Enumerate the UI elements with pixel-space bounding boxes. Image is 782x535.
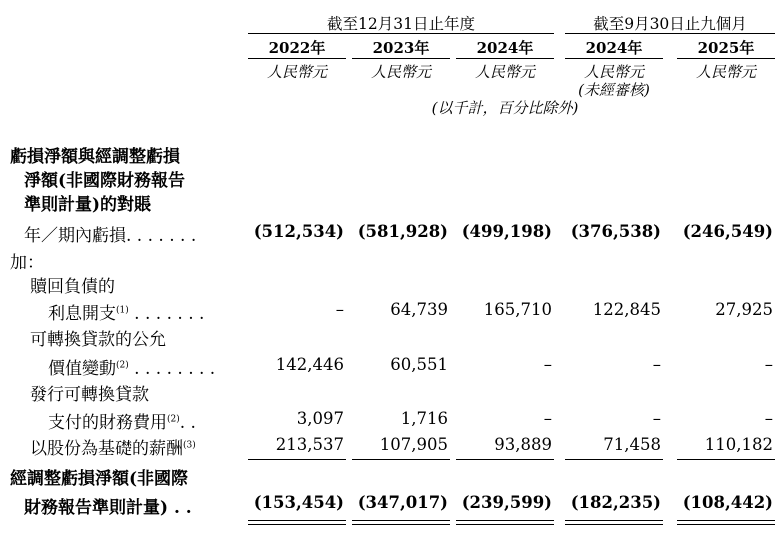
year-header-2: 2023年 — [372, 39, 430, 57]
subtotal-line-3 — [456, 459, 554, 460]
row-label-fair-value-line1: 可轉換貸款的公允 — [30, 330, 166, 350]
row-label-net-loss: 年／期內虧損. . . . . . . — [24, 226, 197, 246]
fair-value-value-3: – — [543, 355, 552, 374]
share-based-value-3: 93,889 — [494, 435, 552, 454]
interest-value-5: 27,925 — [715, 300, 773, 319]
total-line-1b — [248, 524, 346, 525]
total-line-2b — [352, 524, 450, 525]
share-based-value-1: 213,537 — [275, 435, 344, 454]
currency-header-5: 人民幣元 — [695, 63, 756, 81]
total-line-5a — [677, 520, 775, 521]
currency-header-1: 人民幣元 — [266, 63, 327, 81]
interest-value-2: 64,739 — [390, 300, 448, 319]
currency-header-2: 人民幣元 — [370, 63, 431, 81]
row-label-share-based: 以股份為基礎的薪酬$^{(3)}$ — [30, 439, 196, 459]
fair-value-value-1: 142,446 — [275, 355, 344, 374]
year-header-4: 2024年 — [585, 39, 643, 57]
group-header-nine-months: 截至9月30日止九個月 — [593, 15, 747, 33]
year-underline-5 — [677, 58, 775, 59]
row-label-finance-cost-line1: 發行可轉換貸款 — [30, 385, 149, 405]
net-loss-value-1: (512,534) — [253, 222, 344, 241]
year-underline-3 — [456, 58, 554, 59]
year-underline-4 — [565, 58, 663, 59]
row-label-adjusted-line2: 財務報告準則計量) . . — [24, 498, 192, 518]
fair-value-value-5: – — [764, 355, 773, 374]
total-line-4a — [565, 520, 663, 521]
units-note: (以千計，百分比除外) — [431, 99, 579, 117]
adjusted-value-2: (347,017) — [357, 493, 448, 512]
year-underline-2 — [352, 58, 450, 59]
row-label-adjusted-line1: 經調整虧損淨額(非國際 — [10, 469, 189, 489]
subtotal-line-1 — [248, 459, 346, 460]
finance-cost-value-2: 1,716 — [400, 409, 448, 428]
total-line-1a — [248, 520, 346, 521]
adjusted-value-5: (108,442) — [682, 493, 773, 512]
subtotal-line-4 — [565, 459, 663, 460]
finance-cost-value-1: 3,097 — [296, 409, 344, 428]
total-line-3b — [456, 524, 554, 525]
net-loss-value-4: (376,538) — [570, 222, 661, 241]
subtotal-line-5 — [677, 459, 775, 460]
interest-value-3: 165,710 — [483, 300, 552, 319]
total-line-4b — [565, 524, 663, 525]
finance-cost-value-3: – — [543, 409, 552, 428]
row-label-finance-cost-line2: 支付的財務費用$^{(2)}$. . — [48, 413, 196, 433]
group-divider-full-year — [248, 33, 554, 34]
year-underline-1 — [248, 58, 346, 59]
share-based-value-4: 71,458 — [603, 435, 661, 454]
row-label-reconciliation-line1: 虧損淨額與經調整虧損 — [10, 147, 180, 167]
currency-header-4: 人民幣元 — [583, 63, 644, 81]
fair-value-value-4: – — [652, 355, 661, 374]
total-line-2a — [352, 520, 450, 521]
year-header-3: 2024年 — [476, 39, 534, 57]
finance-cost-value-4: – — [652, 409, 661, 428]
currency-header-3: 人民幣元 — [474, 63, 535, 81]
row-label-interest-line1: 贖回負債的 — [30, 277, 115, 297]
unaudited-note: (未經審核) — [578, 81, 650, 99]
share-based-value-2: 107,905 — [379, 435, 448, 454]
row-label-reconciliation-line2: 淨額(非國際財務報告 — [24, 171, 186, 191]
fair-value-value-2: 60,551 — [390, 355, 448, 374]
row-label-interest-line2: 利息開支$^{(1)}$ . . . . . . . — [48, 304, 205, 324]
adjusted-value-4: (182,235) — [570, 493, 661, 512]
row-label-fair-value-line2: 價值變動$^{(2)}$ . . . . . . . . — [48, 359, 216, 379]
finance-cost-value-5: – — [764, 409, 773, 428]
interest-value-1: – — [335, 300, 344, 319]
total-line-3a — [456, 520, 554, 521]
interest-value-4: 122,845 — [592, 300, 661, 319]
subtotal-line-2 — [352, 459, 450, 460]
group-divider-nine-months — [565, 33, 775, 34]
group-header-full-year: 截至12月31日止年度 — [327, 15, 475, 33]
net-loss-value-3: (499,198) — [461, 222, 552, 241]
net-loss-value-2: (581,928) — [357, 222, 448, 241]
year-header-5: 2025年 — [697, 39, 755, 57]
net-loss-value-5: (246,549) — [682, 222, 773, 241]
year-header-1: 2022年 — [268, 39, 326, 57]
total-line-5b — [677, 524, 775, 525]
adjusted-value-1: (153,454) — [253, 493, 344, 512]
share-based-value-5: 110,182 — [704, 435, 773, 454]
add-label: 加： — [10, 253, 44, 273]
row-label-reconciliation-line3: 準則計量)的對賬 — [24, 195, 152, 215]
adjusted-value-3: (239,599) — [461, 493, 552, 512]
